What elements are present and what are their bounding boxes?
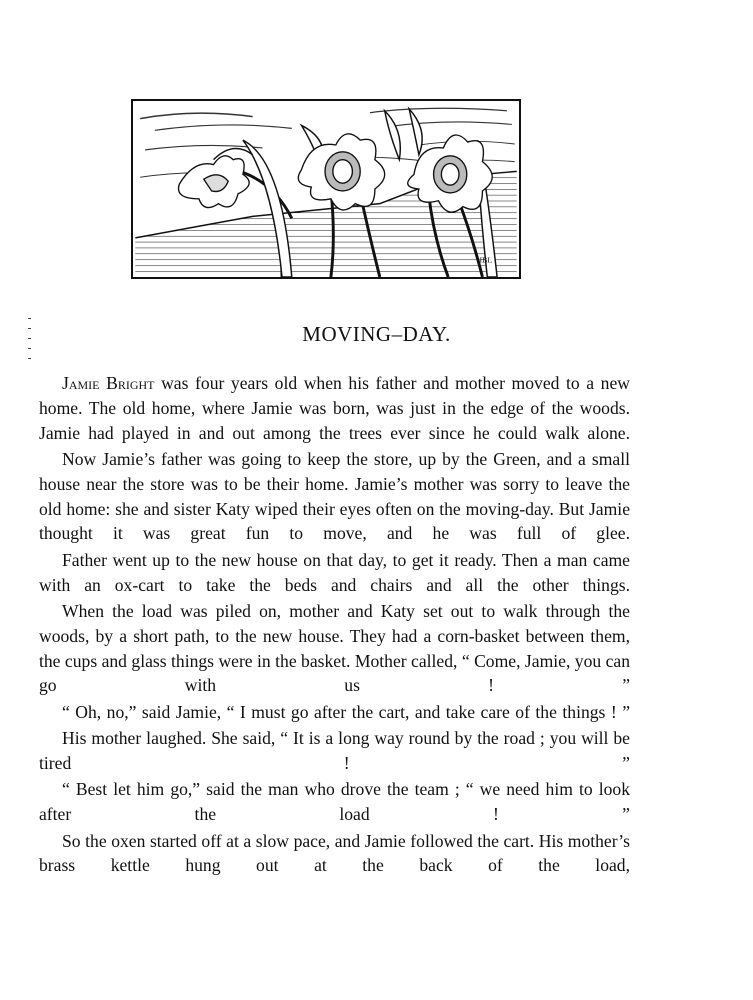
paragraph-7 bbox=[39, 777, 630, 827]
paragraph-8 bbox=[39, 829, 630, 879]
illustrator-signature: IBL bbox=[479, 255, 493, 265]
paragraph-2-text: Now Jamie’s father was going to keep the store, up by the Green, and a small house near the store was to be their home. Jamie’s mother was sorry to leave the old home: she and sister Katy wiped their eyes often on the moving-day. But Jamie thought it was great fun to move, and he was full of glee. bbox=[39, 448, 630, 544]
opening-name: Jamie Bright bbox=[62, 373, 155, 393]
paragraph-4 bbox=[39, 599, 630, 698]
body-text bbox=[39, 371, 630, 880]
paragraph-7-text: “ Best let him go,” said the man who drove the team ; “ we need him to look after the load ! ” bbox=[39, 779, 630, 825]
paragraph-3-text: Father went up to the new house on that day, to get it ready. Then a man came with an ox-cart to take the beds and chairs and all the other things. bbox=[39, 549, 630, 595]
paragraph-2 bbox=[39, 447, 630, 546]
paragraph-5 bbox=[39, 700, 630, 725]
paragraph-1-text: was four years old when his father and mother moved to a new home. The old home, where Jamie was born, was just in the edge of the woods. Jamie had played in and out among the trees ever since he could walk alone. bbox=[39, 373, 630, 443]
paragraph-4-text: When the load was piled on, mother and Katy set out to walk through the woods, by a short path, to the new house. They had a corn-basket between them, the cups and glass things were in the basket. Mother called, “ Come, Jamie, you can go with us ! ” bbox=[39, 600, 630, 696]
paragraph-3 bbox=[39, 548, 630, 598]
paragraph-1 bbox=[39, 371, 630, 445]
paragraph-6-text: His mother laughed. She said, “ It is a long way round by the road ; you will be tired ! ” bbox=[39, 728, 630, 773]
paragraph-5-text: “ Oh, no,” said Jamie, “ I must go after the cart, and take care of the things ! ” bbox=[62, 701, 630, 722]
chapter-title: MOVING–DAY. bbox=[302, 322, 451, 346]
paragraph-8-text: So the oxen started off at a slow pace, and Jamie followed the cart. His mother’s brass kettle hung out at the back of the load, bbox=[39, 830, 630, 876]
paragraph-6 bbox=[39, 726, 630, 776]
daffodil-engraving bbox=[133, 101, 519, 277]
daffodil-illustration bbox=[131, 99, 521, 279]
